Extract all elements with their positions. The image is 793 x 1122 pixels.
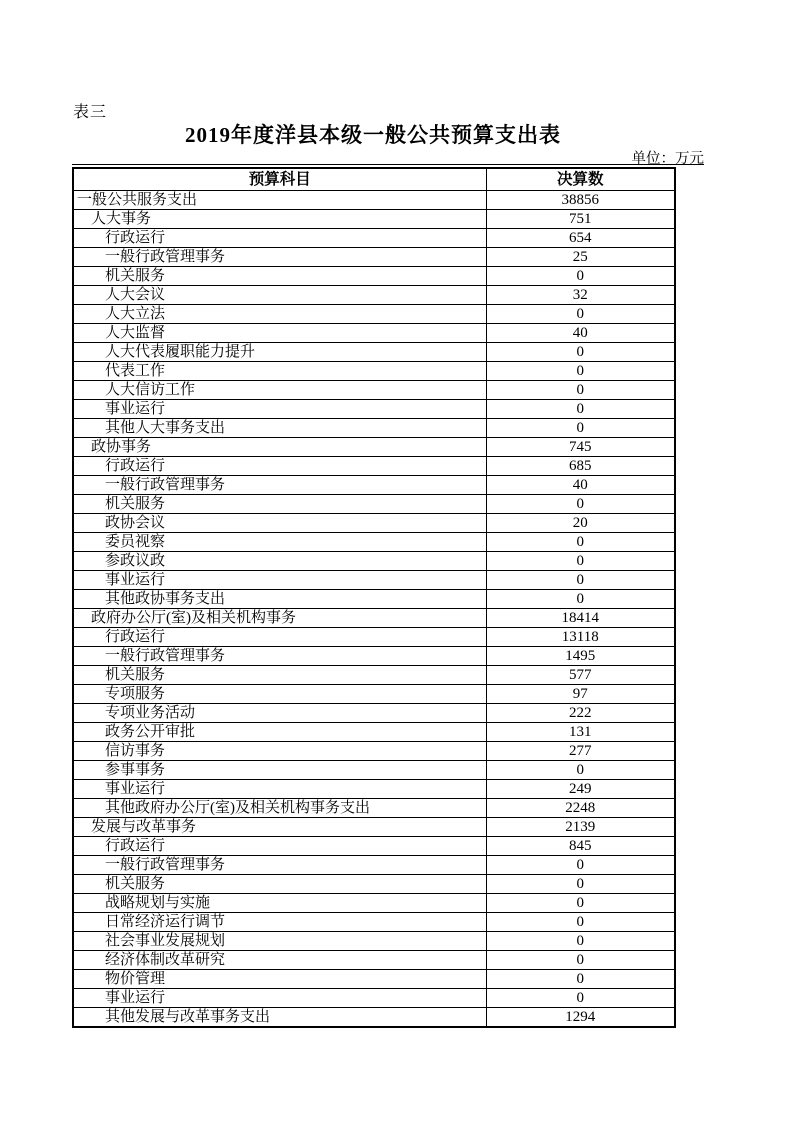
subject-cell: 机关服务 xyxy=(73,666,486,685)
budget-table xyxy=(72,167,676,1028)
amount-cell: 0 xyxy=(486,419,675,438)
table-row xyxy=(73,647,675,666)
subject-cell: 社会事业发展规划 xyxy=(73,932,486,951)
table-row xyxy=(73,799,675,818)
subject-cell: 政协会议 xyxy=(73,514,486,533)
table-row xyxy=(73,476,675,495)
subject-cell: 战略规划与实施 xyxy=(73,894,486,913)
subject-cell: 事业运行 xyxy=(73,400,486,419)
amount-cell: 249 xyxy=(486,780,675,799)
table-row xyxy=(73,571,675,590)
amount-cell: 0 xyxy=(486,989,675,1008)
amount-cell: 40 xyxy=(486,476,675,495)
table-row xyxy=(73,229,675,248)
table-row xyxy=(73,590,675,609)
table-row xyxy=(73,400,675,419)
table-row xyxy=(73,495,675,514)
subject-cell: 其他政协事务支出 xyxy=(73,590,486,609)
table-row xyxy=(73,666,675,685)
unit-label: 单位：万元 xyxy=(631,151,704,167)
amount-cell: 0 xyxy=(486,381,675,400)
amount-cell: 0 xyxy=(486,856,675,875)
page-title: 2019年度洋县本级一般公共预算支出表 xyxy=(185,123,561,147)
subject-cell: 经济体制改革研究 xyxy=(73,951,486,970)
table-row xyxy=(73,343,675,362)
table-row xyxy=(73,533,675,552)
amount-cell: 40 xyxy=(486,324,675,343)
subject-cell: 事业运行 xyxy=(73,780,486,799)
amount-cell: 0 xyxy=(486,932,675,951)
amount-cell: 751 xyxy=(486,210,675,229)
amount-cell: 1294 xyxy=(486,1008,675,1028)
table-row xyxy=(73,438,675,457)
subject-cell: 人大代表履职能力提升 xyxy=(73,343,486,362)
amount-cell: 577 xyxy=(486,666,675,685)
amount-cell: 654 xyxy=(486,229,675,248)
amount-cell: 222 xyxy=(486,704,675,723)
table-row xyxy=(73,419,675,438)
subject-cell: 日常经济运行调节 xyxy=(73,913,486,932)
table-row xyxy=(73,856,675,875)
table-row xyxy=(73,362,675,381)
amount-cell: 32 xyxy=(486,286,675,305)
subject-cell: 政协事务 xyxy=(73,438,486,457)
table-row xyxy=(73,248,675,267)
table-row xyxy=(73,191,675,210)
amount-cell: 2139 xyxy=(486,818,675,837)
table-row xyxy=(73,761,675,780)
amount-cell: 0 xyxy=(486,970,675,989)
table-row xyxy=(73,932,675,951)
table-row xyxy=(73,742,675,761)
amount-cell: 2248 xyxy=(486,799,675,818)
amount-cell: 685 xyxy=(486,457,675,476)
subject-cell: 物价管理 xyxy=(73,970,486,989)
subject-cell: 一般行政管理事务 xyxy=(73,476,486,495)
unit-underline-rule xyxy=(72,164,704,165)
amount-cell: 0 xyxy=(486,495,675,514)
subject-cell: 行政运行 xyxy=(73,229,486,248)
budget-table-header xyxy=(73,168,675,191)
table-row xyxy=(73,951,675,970)
subject-cell: 参事事务 xyxy=(73,761,486,780)
subject-cell: 其他人大事务支出 xyxy=(73,419,486,438)
table-row xyxy=(73,704,675,723)
table-row xyxy=(73,628,675,647)
table-row xyxy=(73,1008,675,1028)
amount-cell: 131 xyxy=(486,723,675,742)
table-row xyxy=(73,305,675,324)
table-row xyxy=(73,989,675,1008)
table-row xyxy=(73,609,675,628)
table-row xyxy=(73,723,675,742)
amount-cell: 0 xyxy=(486,761,675,780)
subject-cell: 专项服务 xyxy=(73,685,486,704)
amount-cell: 0 xyxy=(486,951,675,970)
amount-cell: 0 xyxy=(486,267,675,286)
amount-cell: 13118 xyxy=(486,628,675,647)
table-row xyxy=(73,970,675,989)
subject-cell: 机关服务 xyxy=(73,875,486,894)
table-row xyxy=(73,780,675,799)
amount-cell: 38856 xyxy=(486,191,675,210)
table-row xyxy=(73,552,675,571)
subject-cell: 人大监督 xyxy=(73,324,486,343)
subject-cell: 人大信访工作 xyxy=(73,381,486,400)
subject-cell: 其他发展与改革事务支出 xyxy=(73,1008,486,1028)
amount-cell: 0 xyxy=(486,362,675,381)
subject-cell: 人大会议 xyxy=(73,286,486,305)
amount-cell: 1495 xyxy=(486,647,675,666)
amount-cell: 0 xyxy=(486,590,675,609)
table-row xyxy=(73,875,675,894)
subject-cell: 信访事务 xyxy=(73,742,486,761)
amount-cell: 0 xyxy=(486,400,675,419)
table-row xyxy=(73,913,675,932)
table-row xyxy=(73,381,675,400)
amount-cell: 25 xyxy=(486,248,675,267)
amount-cell: 0 xyxy=(486,305,675,324)
table-row xyxy=(73,324,675,343)
table-row xyxy=(73,457,675,476)
subject-cell: 一般行政管理事务 xyxy=(73,248,486,267)
amount-cell: 277 xyxy=(486,742,675,761)
header-row xyxy=(73,168,675,191)
subject-cell: 其他政府办公厅(室)及相关机构事务支出 xyxy=(73,799,486,818)
subject-cell: 政务公开审批 xyxy=(73,723,486,742)
subject-cell: 行政运行 xyxy=(73,837,486,856)
subject-cell: 一般行政管理事务 xyxy=(73,647,486,666)
amount-cell: 97 xyxy=(486,685,675,704)
subject-cell: 专项业务活动 xyxy=(73,704,486,723)
subject-cell: 行政运行 xyxy=(73,457,486,476)
column-header-amount: 决算数 xyxy=(486,168,675,191)
budget-table-body xyxy=(73,191,675,1028)
amount-cell: 0 xyxy=(486,533,675,552)
subject-cell: 参政议政 xyxy=(73,552,486,571)
amount-cell: 20 xyxy=(486,514,675,533)
subject-cell: 事业运行 xyxy=(73,571,486,590)
subject-cell: 事业运行 xyxy=(73,989,486,1008)
subject-cell: 委员视察 xyxy=(73,533,486,552)
amount-cell: 745 xyxy=(486,438,675,457)
amount-cell: 0 xyxy=(486,343,675,362)
subject-cell: 人大事务 xyxy=(73,210,486,229)
table-number-label: 表三 xyxy=(73,104,108,121)
table-row xyxy=(73,514,675,533)
subject-cell: 一般公共服务支出 xyxy=(73,191,486,210)
amount-cell: 845 xyxy=(486,837,675,856)
table-row xyxy=(73,210,675,229)
table-row xyxy=(73,685,675,704)
subject-cell: 发展与改革事务 xyxy=(73,818,486,837)
amount-cell: 18414 xyxy=(486,609,675,628)
table-row xyxy=(73,818,675,837)
subject-cell: 人大立法 xyxy=(73,305,486,324)
amount-cell: 0 xyxy=(486,913,675,932)
amount-cell: 0 xyxy=(486,571,675,590)
subject-cell: 政府办公厅(室)及相关机构事务 xyxy=(73,609,486,628)
amount-cell: 0 xyxy=(486,875,675,894)
subject-cell: 机关服务 xyxy=(73,495,486,514)
column-header-subject: 预算科目 xyxy=(73,168,486,191)
subject-cell: 行政运行 xyxy=(73,628,486,647)
amount-cell: 0 xyxy=(486,894,675,913)
subject-cell: 一般行政管理事务 xyxy=(73,856,486,875)
subject-cell: 机关服务 xyxy=(73,267,486,286)
table-row xyxy=(73,837,675,856)
table-row xyxy=(73,267,675,286)
table-row xyxy=(73,894,675,913)
amount-cell: 0 xyxy=(486,552,675,571)
subject-cell: 代表工作 xyxy=(73,362,486,381)
table-row xyxy=(73,286,675,305)
